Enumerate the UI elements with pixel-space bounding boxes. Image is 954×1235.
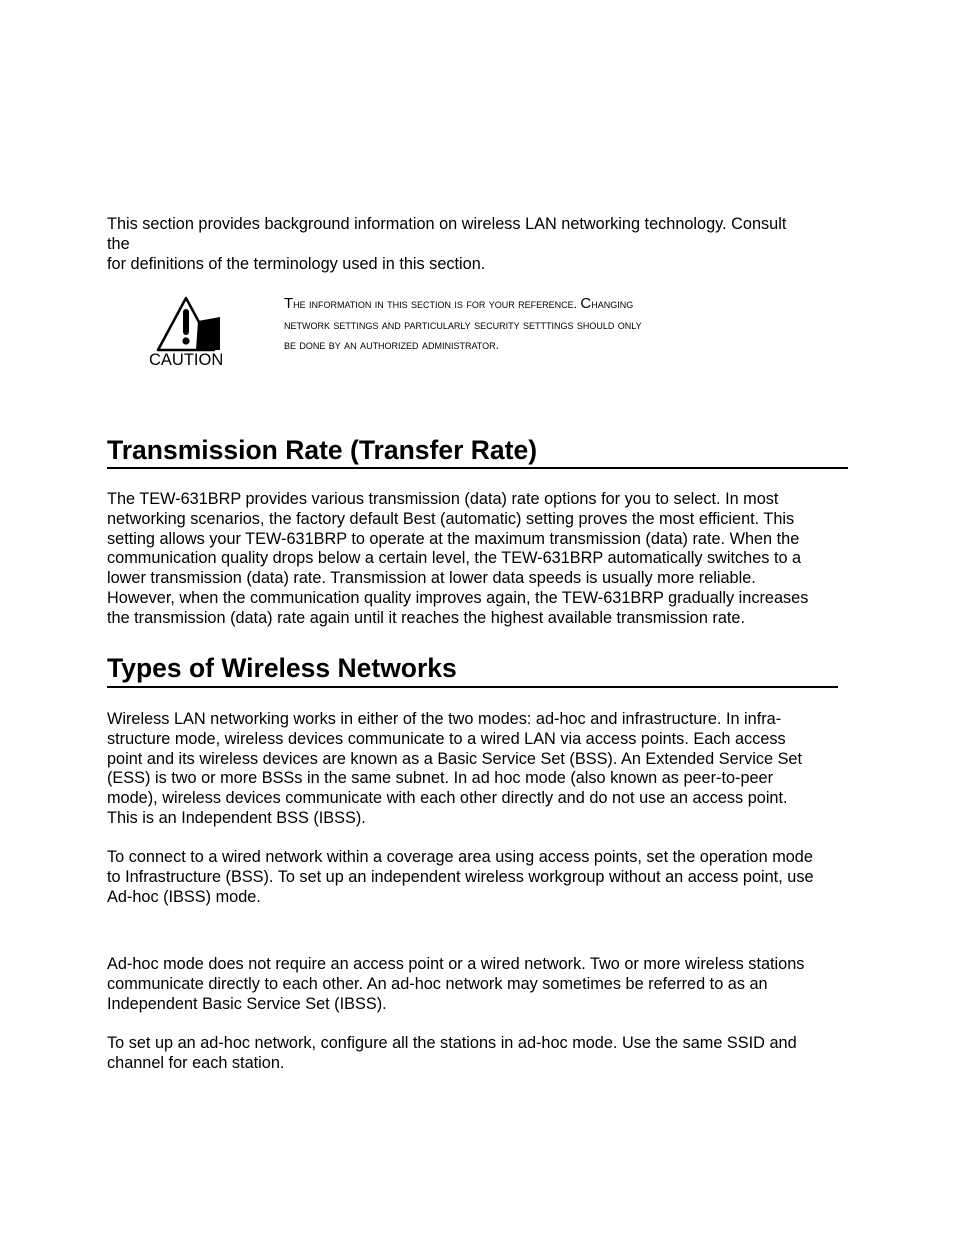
paragraph-line: networking scenarios, the factory default Best (automatic) setting proves the most efficient. This bbox=[107, 509, 795, 528]
intro-paragraph bbox=[107, 215, 786, 274]
paragraph-line: Wireless LAN networking works in either of the two modes: ad-hoc and infrastructure. In infra- bbox=[107, 710, 782, 728]
paragraph-line: structure mode, wireless devices communicate to a wired LAN via access points. Each access bbox=[107, 729, 786, 748]
caution-line: be done by an authorized administrator. bbox=[284, 338, 500, 352]
paragraph-line: the transmission (data) rate again until it reaches the highest available transmission rate. bbox=[107, 608, 746, 627]
paragraph-line: However, when the communication quality improves again, the TEW-631BRP gradually increases bbox=[107, 588, 809, 607]
paragraph-line: Ad-hoc mode does not require an access point or a wired network. Two or more wireless stations bbox=[107, 955, 805, 973]
transmission-paragraph bbox=[107, 490, 808, 629]
intro-line-end: for definitions of the terminology used in this section. bbox=[107, 254, 486, 273]
section-heading-types: Types of Wireless Networks bbox=[107, 653, 457, 683]
types-paragraph-1 bbox=[107, 710, 802, 829]
paragraph-line: The TEW-631BRP provides various transmission (data) rate options for you to select. In most bbox=[107, 490, 779, 508]
caution-line: network settings and particularly security setttings should only bbox=[284, 317, 642, 332]
paragraph-line: To connect to a wired network within a coverage area using access points, set the operation mode bbox=[107, 848, 813, 866]
paragraph-line: Independent Basic Service Set (IBSS). bbox=[107, 994, 387, 1013]
caution-line: The information in this section is for your reference. Changing bbox=[284, 295, 634, 312]
paragraph-line: point and its wireless devices are known as a Basic Service Set (BSS). An Extended Service Set bbox=[107, 749, 803, 768]
paragraph-line: mode), wireless devices communicate with each other directly and do not use an access point. bbox=[107, 789, 788, 808]
caution-text bbox=[284, 294, 642, 356]
paragraph-line: communicate directly to each other. An ad-hoc network may sometimes be referred to as an bbox=[107, 974, 768, 993]
paragraph-line: Ad-hoc (IBSS) mode. bbox=[107, 887, 261, 906]
types-paragraph-2 bbox=[107, 848, 814, 907]
heading-rule bbox=[107, 686, 838, 688]
intro-line-start: the bbox=[107, 234, 130, 253]
caution-block bbox=[146, 295, 236, 375]
paragraph-line: To set up an ad-hoc network, configure all the stations in ad-hoc mode. Use the same SSID and bbox=[107, 1034, 797, 1052]
section-heading-transmission: Transmission Rate (Transfer Rate) bbox=[107, 435, 538, 465]
paragraph-line: to Infrastructure (BSS). To set up an independent wireless workgroup without an access point, use bbox=[107, 867, 814, 886]
intro-line bbox=[107, 235, 786, 275]
paragraph-line: setting allows your TEW-631BRP to operate at the maximum transmission (data) rate. When the bbox=[107, 529, 800, 548]
heading-rule bbox=[107, 467, 848, 469]
paragraph-line: lower transmission (data) rate. Transmission at lower data speeds is usually more reliable. bbox=[107, 569, 756, 588]
paragraph-line: (ESS) is two or more BSSs in the same subnet. In ad hoc mode (also known as peer-to-peer bbox=[107, 769, 774, 788]
paragraph-line: communication quality drops below a certain level, the TEW-631BRP automatically switches to a bbox=[107, 549, 802, 568]
types-paragraph-4 bbox=[107, 1034, 797, 1074]
paragraph-line: This is an Independent BSS (IBSS). bbox=[107, 808, 366, 827]
intro-line: This section provides background information on wireless LAN networking technology. Consult bbox=[107, 215, 787, 233]
types-paragraph-3 bbox=[107, 955, 804, 1014]
caution-label: CAUTION bbox=[149, 351, 224, 369]
paragraph-line: channel for each station. bbox=[107, 1053, 285, 1072]
